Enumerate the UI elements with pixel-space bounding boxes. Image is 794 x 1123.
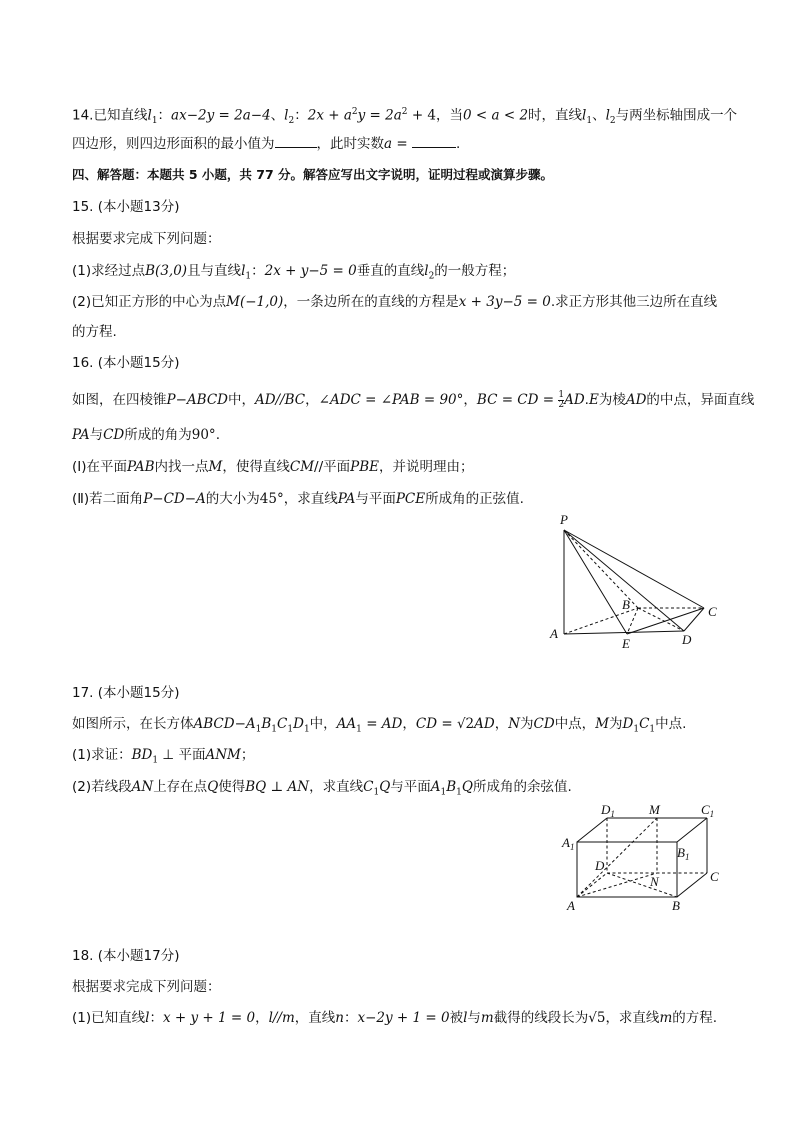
label-a: A: [567, 898, 575, 913]
q15-part-2-cont: 的方程.: [72, 324, 117, 340]
edge-ad: [564, 631, 684, 634]
fraction-one-half: $\frac{1}{2}$: [558, 389, 565, 410]
q17-part-1: (1)求证：$BD_1$ ⊥ 平面ANM；: [72, 747, 255, 766]
edge-b1c1: [677, 818, 707, 842]
answer-blank-area[interactable]: [275, 147, 317, 148]
label-p: P: [560, 512, 568, 527]
pyramid-figure: [540, 510, 730, 655]
q15-part-2: (2)已知正方形的中心为点M(−1,0)，一条边所在的直线的方程是x + 3y−5 = 0.求正方形其他三边所在直线: [72, 294, 718, 310]
label-b: B: [622, 597, 630, 612]
label-d1: $D_1$: [601, 802, 615, 819]
q16-part-ii: (Ⅱ)若二面角P−CD−A的大小为45°，求直线PA与平面PCE所成角的正弦值.: [72, 491, 524, 507]
line-am-hidden: [577, 818, 657, 897]
label-c1: $C_1$: [701, 802, 715, 819]
label-d: D: [682, 632, 692, 647]
q16-statement-1: 如图，在四棱锥P−ABCD中，AD//BC，∠ADC = ∠PAB = 90°，BC = CD = $\frac{1}{2}$ AD.E为棱AD的中点，异面直线: [72, 389, 755, 410]
label-e: E: [622, 636, 630, 651]
edge-pd: [564, 530, 684, 631]
q14-line-2: 四边形，则四边形面积的最小值为 ，此时实数a = .: [72, 136, 461, 152]
label-a: A: [550, 626, 558, 641]
q17-heading: 17. (本小题15分): [72, 685, 180, 701]
q16-statement-2: PA与CD所成的角为90°.: [72, 427, 220, 443]
front-face: [577, 842, 677, 897]
edge-bc: [677, 873, 707, 897]
label-b: B: [672, 898, 680, 913]
q16-part-i: (Ⅰ)在平面PAB内找一点M，使得直线CM//平面PBE，并说明理由；: [72, 459, 474, 475]
q16-heading: 16. (本小题15分): [72, 355, 180, 371]
q18-heading: 18. (本小题17分): [72, 948, 180, 964]
q15-part-1: (1)求经过点B(3,0)且与直线$l_1$：2x + y−5 = 0垂直的直线$l_2$的一般方程；: [72, 263, 516, 282]
q17-statement: 如图所示，在长方体$ABCD-A_1B_1C_1D_1$中，$AA_1$ = AD，CD = √2AD，N为CD中点，M为$D_1C_1$中点.: [72, 716, 687, 735]
label-m: M: [649, 802, 660, 817]
label-a1: $A_1$: [562, 835, 575, 852]
q14-line-1: 14.已知直线$l_1$：ax−2y = 2a−4、$l_2$：$2x + a^2y = 2a^2 + 4$，当0 < a < 2时，直线$l_1$、$l_2$与两坐标轴围成一个: [72, 107, 738, 127]
line-db-hidden: [607, 873, 677, 897]
edge-pe: [564, 530, 627, 634]
q15-intro: 根据要求完成下列问题：: [72, 231, 221, 247]
label-b1: $B_1$: [677, 845, 690, 862]
label-n: N: [650, 874, 659, 889]
edge-a1d1: [577, 818, 607, 842]
q17-part-2: (2)若线段AN上存在点Q使得BQ ⊥ AN，求直线$C_1Q$与平面$A_1B_1Q$所成角的余弦值.: [72, 779, 572, 798]
q15-heading: 15. (本小题13分): [72, 199, 180, 215]
box-figure: [555, 800, 735, 915]
edge-ad-hidden: [577, 873, 607, 897]
label-c: C: [710, 869, 719, 884]
q18-part-1: (1)已知直线l：x + y + 1 = 0，l//m，直线n：x−2y + 1 = 0被l与m截得的线段长为√5，求直线m的方程.: [72, 1010, 718, 1026]
answer-blank-a[interactable]: [412, 147, 456, 148]
edge-pc: [564, 530, 704, 608]
label-d: D: [595, 858, 605, 873]
section-4-title: 四、解答题：本题共 5 小题，共 77 分。解答应写出文字说明，证明过程或演算步骤。: [72, 167, 554, 182]
label-c: C: [708, 604, 717, 619]
q18-intro: 根据要求完成下列问题：: [72, 979, 221, 995]
